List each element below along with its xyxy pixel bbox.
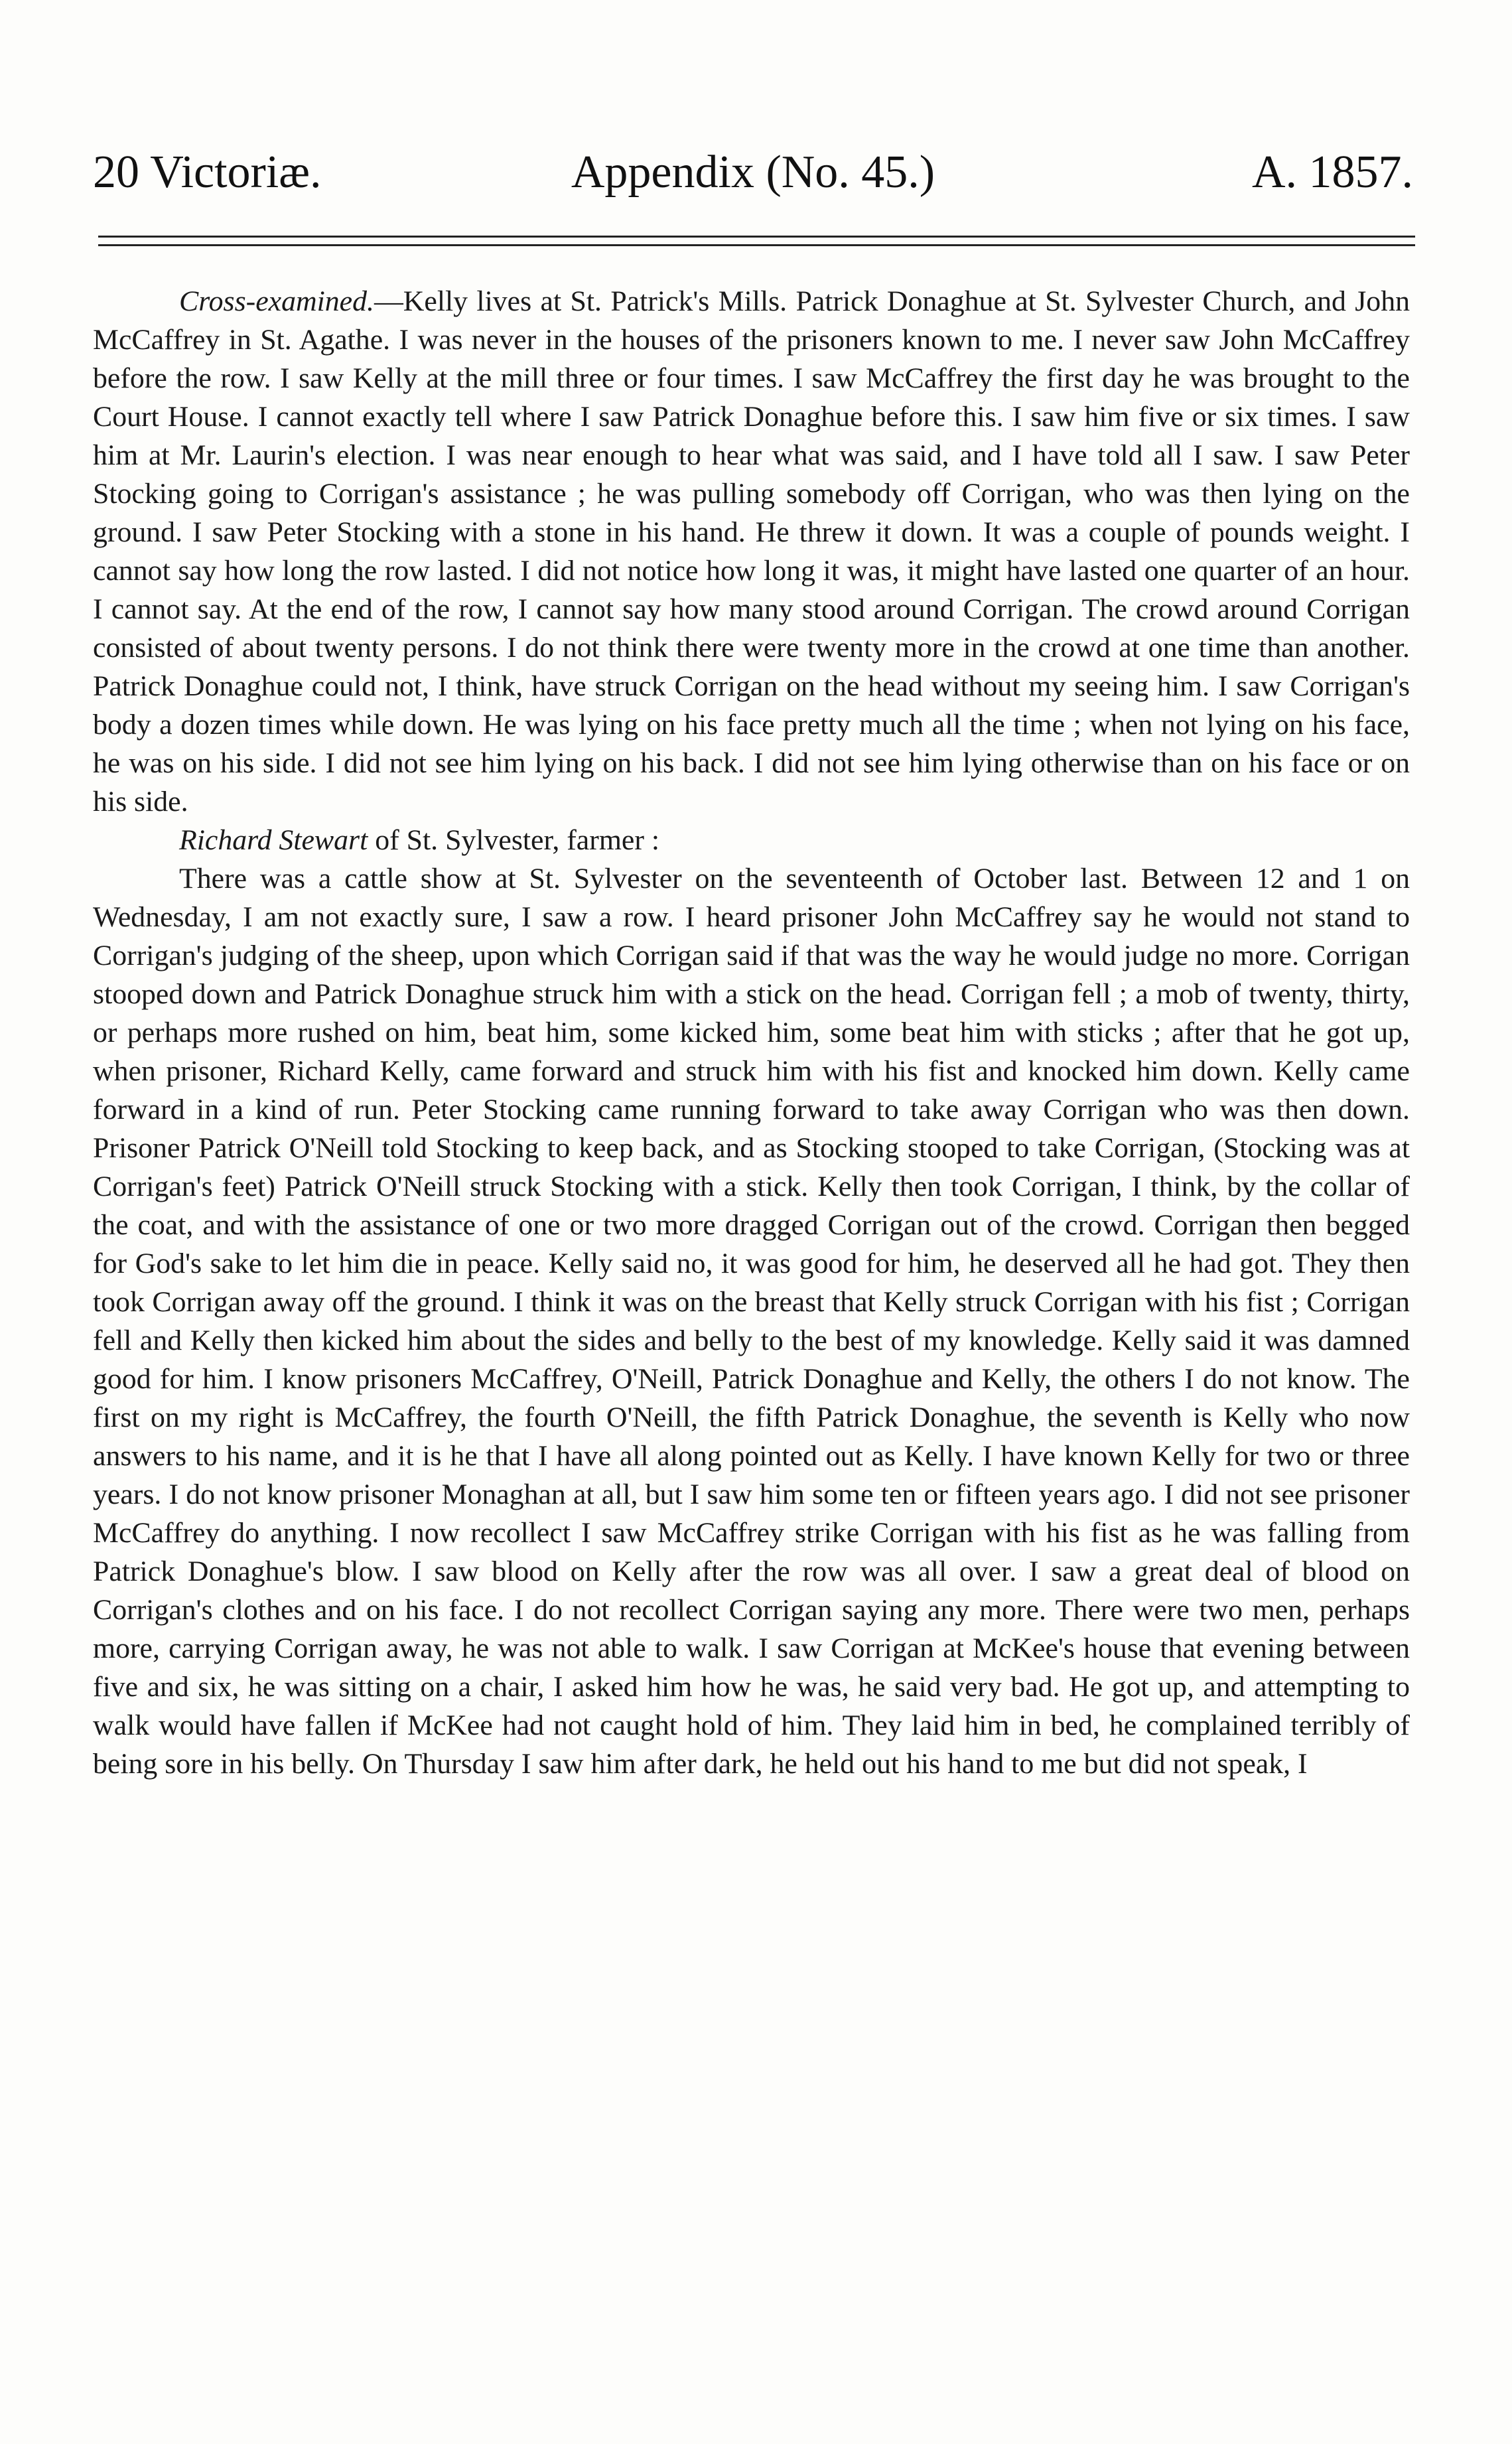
header-appendix: Appendix (No. 45.)	[571, 147, 935, 198]
header-session: 20 Victoriæ.	[93, 147, 322, 198]
witness-name: Richard Stewart	[179, 824, 368, 856]
page-header	[93, 136, 1413, 209]
header-rule-bottom	[98, 244, 1415, 246]
paragraph-testimony	[93, 859, 1410, 1783]
header-rule-top	[98, 236, 1415, 238]
paragraph-text: There was a cattle show at St. Sylvester on the seventeenth of October last. Between 12 and 1 on Wednesday, I am not exactly sure, I saw a row. I heard prisoner John McCaffrey say he would not stand to Corrigan's judging of the sheep, upon which Corrigan said if that was the way he would judge no more. Corrigan stooped down and Patrick Donaghue struck him with a stick on the head. Corrigan fell ; a mob of twenty, thirty, or perhaps more rushed on him, beat him, some kicked him, some beat him with sticks ; after that he got up, when prisoner, Richard Kelly, came forward and struck him with his fist and knocked him down. Kelly came forward in a kind of run. Peter Stocking came running forward to take away Corrigan who was then down. Prisoner Patrick O'Neill told Stocking to keep back, and as Stocking stooped to take Corrigan, (Stocking was at Corrigan's feet) Patrick O'Neill struck Stocking with a stick. Kelly then took Corrigan, I think, by the collar of the coat, and with the assistance of one or two more dragged Corrigan out of the crowd. Corrigan then begged for God's sake to let him die in peace. Kelly said no, it was good for him, he deserved all he had got. They then took Corrigan away off the ground. I think it was on the breast that Kelly struck Corrigan with his fist ; Corrigan fell and Kelly then kicked him about the sides and belly to the best of my knowledge. Kelly said it was damned good for him. I know prisoners McCaffrey, O'Neill, Patrick Donaghue and Kelly, the others I do not know. The first on my right is McCaffrey, the fourth O'Neill, the fifth Patrick Donaghue, the seventh is Kelly who now answers to his name, and it is he that I have all along pointed out as Kelly. I have known Kelly for two or three years. I do not know prisoner Monaghan at all, but I saw him some ten or fifteen years ago. I did not see prisoner McCaffrey do anything. I now recollect I saw McCaffrey strike Corrigan with his fist as he was falling from Patrick Donaghue's blow. I saw blood on Kelly after the row was all over. I saw a great deal of blood on Corrigan's clothes and on his face. I do not recollect Corrigan saying any more. There were two men, perhaps more, carrying Corrigan away, he was not able to walk. I saw Corrigan at McKee's house that evening between five and six, he was sitting on a chair, I asked him how he was, he said very bad. He got up, and attempting to walk would have fallen if McKee had not caught hold of him. They laid him in bed, he complained terribly of being sore in his belly. On Thursday I saw him after dark, he held out his hand to me but did not speak, I	[93, 863, 1410, 1780]
witness-description: of St. Sylvester, farmer :	[368, 824, 660, 856]
document-body	[93, 282, 1410, 1783]
paragraph-text: —Kelly lives at St. Patrick's Mills. Patrick Donaghue at St. Sylvester Church, and John McCaffrey in St. Agathe. I was never in the houses of the prisoners known to me. I never saw John McCaffrey before the row. I saw Kelly at the mill three or four times. I saw McCaffrey the first day he was brought to the Court House. I cannot exactly tell where I saw Patrick Donaghue before this. I saw him five or six times. I saw him at Mr. Laurin's election. I was near enough to hear what was said, and I have told all I saw. I saw Peter Stocking going to Corrigan's assistance ; he was pulling somebody off Corrigan, who was then lying on the ground. I saw Peter Stocking with a stone in his hand. He threw it down. It was a couple of pounds weight. I cannot say how long the row lasted. I did not notice how long it was, it might have lasted one quarter of an hour. I cannot say. At the end of the row, I cannot say how many stood around Corrigan. The crowd around Corrigan consisted of about twenty persons. I do not think there were twenty more in the crowd at one time than another. Patrick Donaghue could not, I think, have struck Corrigan on the head without my seeing him. I saw Corrigan's body a dozen times while down. He was lying on his face pretty much all the time ; when not lying on his face, he was on his side. I did not see him lying on his back. I did not see him lying otherwise than on his face or on his side.	[93, 285, 1410, 818]
paragraph-witness-intro	[93, 821, 1410, 859]
header-year: A. 1857.	[1251, 147, 1413, 198]
paragraph-lead: Cross-examined.	[179, 285, 374, 317]
paragraph-cross-examination	[93, 282, 1410, 821]
